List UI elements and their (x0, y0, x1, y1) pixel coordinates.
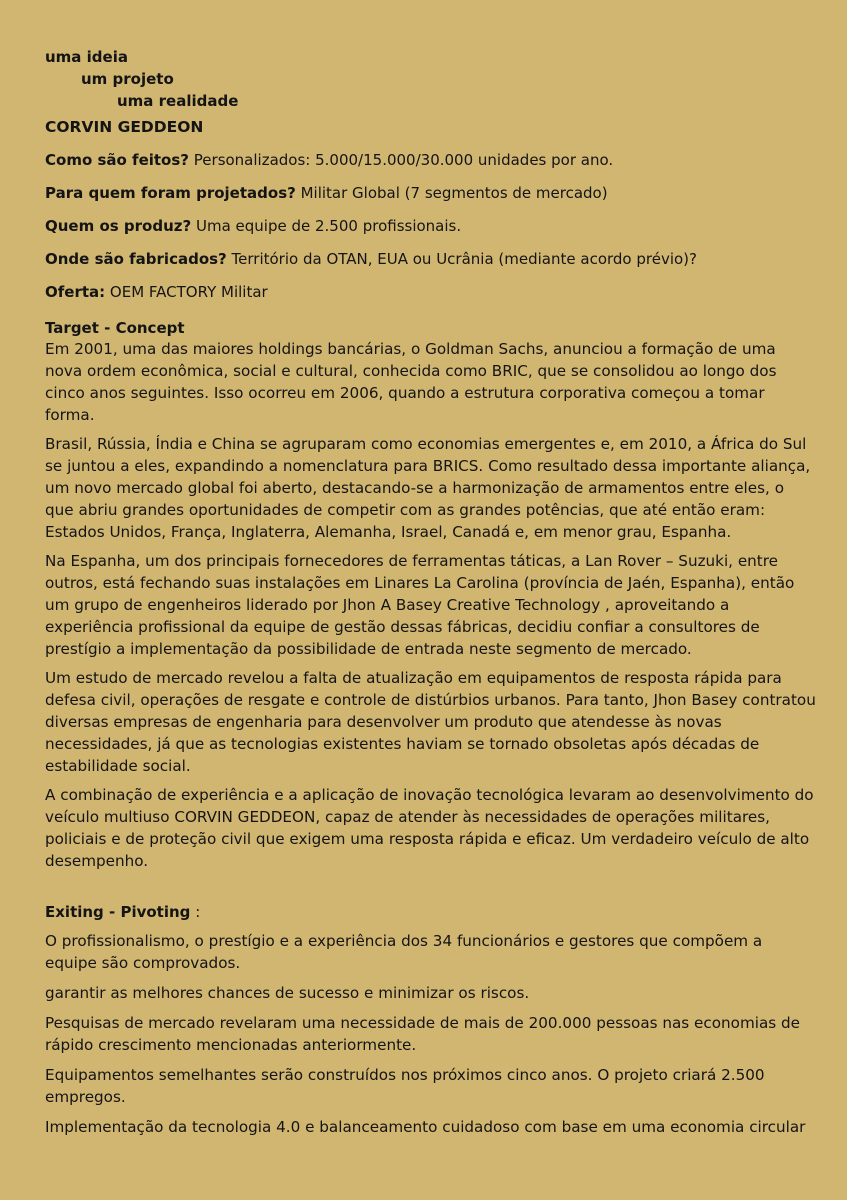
concept-paragraph: Um estudo de mercado revelou a falta de atualização em equipamentos de resposta rápida para defesa civil, operações de resgate e controle de distúrbios urbanos. Para tanto, Jhon Basey contratou diversas empresas de engenharia para desenvolver um produto que atendesse às novas necessidades, já que as tecnologias existentes haviam se tornado obsoletas após décadas de estabilidade social. (45, 669, 816, 775)
concept-paragraph: Na Espanha, um dos principais fornecedores de ferramentas táticas, a Lan Rover – Suzuki, entre outros, está fechando suas instalações em Linares La Carolina (província de Jaén, Espanha), então um grupo de engenheiros liderado por Jhon A Basey Creative Technology , aproveitando a experiência profissional da equipe de gestão dessas fábricas, decidiu confiar a consultores de prestígio a implementação da possibilidade de entrada neste segmento de mercado. (45, 552, 795, 658)
exiting-paragraph: Implementação da tecnologia 4.0 e balanceamento cuidadoso com base em uma economia circular (45, 1118, 806, 1136)
exiting-title-suffix: : (190, 903, 201, 921)
exiting-section (45, 902, 817, 1138)
exiting-paragraph: Equipamentos semelhantes serão construídos nos próximos cinco anos. O projeto criará 2.500 empregos. (45, 1066, 765, 1106)
concept-paragraph: Brasil, Rússia, Índia e China se agruparam como economias emergentes e, em 2010, a África do Sul se juntou a eles, expandindo a nomenclatura para BRICS. Como resultado dessa importante aliança, um novo mercado global foi aberto, destacando-se a harmonização de armamentos entre eles, o que abriu grandes oportunidades de competir com as grandes potências, que até então eram: Estados Unidos, França, Inglaterra, Alemanha, Israel, Canadá e, em menor grau, Espanha. (45, 435, 811, 541)
concept-section (45, 318, 817, 872)
qa-answer: Uma equipe de 2.500 profissionais. (195, 217, 462, 235)
exiting-title: Exiting - Pivoting (45, 903, 191, 921)
qa-item (45, 183, 817, 203)
exiting-heading (45, 902, 817, 922)
company-name: CORVIN GEDDEON (45, 118, 204, 136)
exiting-paragraph: garantir as melhores chances de sucesso e minimizar os riscos. (45, 984, 530, 1002)
qa-item (45, 282, 817, 302)
qa-item (45, 216, 817, 236)
qa-question: Oferta: (45, 283, 106, 301)
qa-answer: Território da OTAN, EUA ou Ucrânia (mediante acordo prévio)? (231, 250, 697, 268)
tagline-line-1: uma ideia (45, 48, 128, 66)
qa-item (45, 249, 817, 269)
qa-question: Onde são fabricados? (45, 250, 227, 268)
qa-question: Para quem foram projetados? (45, 184, 296, 202)
qa-answer: Militar Global (7 segmentos de mercado) (300, 184, 608, 202)
qa-item (45, 150, 817, 170)
tagline-line-3: uma realidade (117, 92, 239, 110)
qa-question: Como são feitos? (45, 151, 189, 169)
concept-title: Target - Concept (45, 319, 185, 337)
qa-question: Quem os produz? (45, 217, 192, 235)
exiting-paragraph: Pesquisas de mercado revelaram uma necessidade de mais de 200.000 pessoas nas economias de rápido crescimento mencionadas anteriormente. (45, 1014, 800, 1054)
tagline-line-2: um projeto (81, 70, 174, 88)
concept-paragraph: Em 2001, uma das maiores holdings bancárias, o Goldman Sachs, anunciou a formação de uma nova ordem econômica, social e cultural, conhecida como BRIC, que se consolidou ao longo dos cinco anos seguintes. Isso ocorreu em 2006, quando a estrutura corporativa começou a tomar forma. (45, 340, 777, 424)
exiting-paragraph: O profissionalismo, o prestígio e a experiência dos 34 funcionários e gestores que compõem a equipe são comprovados. (45, 932, 763, 972)
qa-answer: OEM FACTORY Militar (109, 283, 268, 301)
concept-paragraph: A combinação de experiência e a aplicação de inovação tecnológica levaram ao desenvolvimento do veículo multiuso CORVIN GEDDEON, capaz de atender às necessidades de operações militares, policiais e de proteção civil que exigem uma resposta rápida e eficaz. Um verdadeiro veículo de alto desempenho. (45, 786, 814, 870)
qa-answer: Personalizados: 5.000/15.000/30.000 unidades por ano. (193, 151, 614, 169)
